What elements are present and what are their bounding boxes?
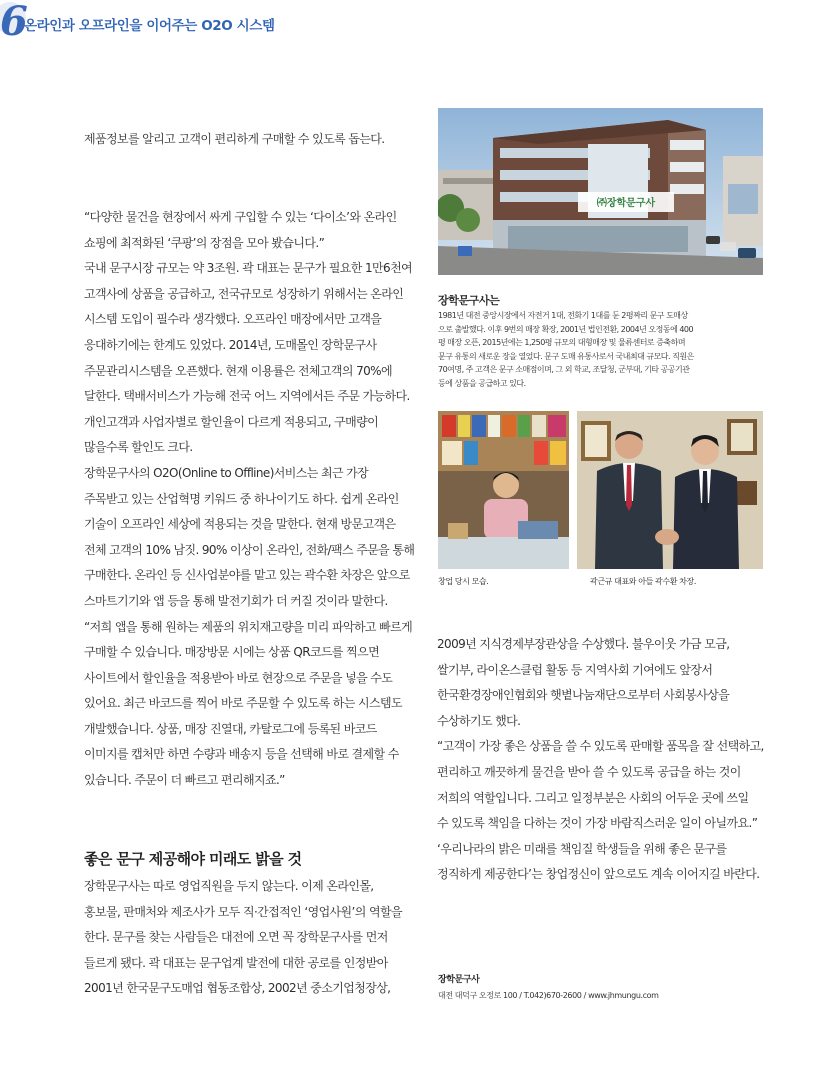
text-line: 2001년 한국문구도매업 협동조합상, 2002년 중소기업청장상, [84, 981, 391, 996]
sidebar-line: 70여명, 주 고객은 문구 소매점이며, 그 외 학교, 조달청, 군부대, 기타 공공기관 [438, 365, 690, 375]
text-line: 제품정보를 알리고 고객이 편리하게 구매할 수 있도록 돕는다. [84, 132, 385, 146]
text-line: 한다. 문구를 찾는 사람들은 대전에 오면 꼭 장학문구사를 먼저 [84, 930, 388, 945]
text-line: “저희 앱을 통해 원하는 제품의 위치재고량을 미리 파악하고 빠르게 [84, 619, 413, 634]
text-line: “다양한 물건을 현장에서 싸게 구입할 수 있는 ‘다이소’와 온라인 [84, 210, 397, 224]
text-line: 달한다. 택배서비스가 가능해 전국 어느 지역에서든 주문 가능하다. [84, 389, 410, 404]
sidebar-body [438, 309, 694, 391]
father-son-photo [577, 411, 763, 569]
text-line: ‘우리나라의 밝은 미래를 책임질 학생들을 위해 좋은 문구를 [437, 841, 727, 856]
building-sign: ㈜장학문구사 [596, 198, 656, 209]
text-line: 시스템 도입이 필수라 생각했다. 오프라인 매장에서만 고객을 [84, 312, 382, 327]
text-line: 구매한다. 온라인 등 신사업분야를 맡고 있는 곽수환 차장은 앞으로 [84, 568, 410, 583]
sidebar-line: 등에 상품을 공급하고 있다. [438, 378, 526, 388]
subheading: 좋은 문구 제공해야 미래도 밝을 것 [84, 850, 302, 868]
text-line: 이미지를 캡처만 하면 수량과 배송지 등을 선택해 바로 결제할 수 [84, 747, 399, 762]
text-line: 저희의 역할입니다. 그리고 일정부분은 사회의 어두운 곳에 쓰일 [437, 790, 749, 805]
text-line: 수상하기도 했다. [437, 713, 521, 728]
building-photo [438, 108, 763, 275]
text-line: 주목받고 있는 산업혁명 키워드 중 하나이기도 하다. 쉽게 온라인 [84, 491, 399, 506]
text-line: 개발했습니다. 상품, 매장 진열대, 카탈로그에 등록된 바코드 [84, 721, 377, 736]
sidebar-line: 으로 출발했다. 이후 9번의 매장 확장, 2001년 법인전환, 2004년 오정동에 400 [438, 324, 694, 334]
text-line: 스마트기기와 앱 등을 통해 발전기회가 더 커질 것이라 말한다. [84, 593, 388, 608]
sidebar-title: 장학문구사는 [438, 294, 500, 307]
father-son-illustration [577, 411, 763, 569]
text-line: 개인고객과 사업자별로 할인율이 다르게 적용되고, 구매량이 [84, 414, 379, 429]
section-title: 온라인과 오프라인을 이어주는 O2O 시스템 [24, 18, 275, 34]
text-line: 한국환경장애인협회와 햇볕나눔재단으로부터 사회봉사상을 [437, 688, 730, 703]
text-line: 많을수록 할인도 크다. [84, 440, 193, 455]
text-line: 2009년 지식경제부장관상을 수상했다. 불우이웃 가금 모금, [437, 637, 730, 651]
text-line: 들르게 됐다. 곽 대표는 문구업계 발전에 대한 공로를 인정받아 [84, 955, 388, 970]
founding-illustration [438, 411, 569, 569]
text-line: 장학문구사의 O2O(Online to Offline)서비스는 최근 가장 [84, 465, 369, 480]
founding-photo-caption: 창업 당시 모습. [438, 577, 489, 586]
text-line: 기술이 오프라인 세상에 적용되는 것을 말한다. 현재 방문고객은 [84, 517, 396, 532]
section-number: 6 [0, 0, 28, 45]
text-line: 수 있도록 책임을 다하는 것이 가장 바람직스러운 일이 아닐까요.” [437, 816, 758, 831]
building-illustration [438, 108, 763, 275]
text-line: 구매할 수 있습니다. 매장방문 시에는 상품 QR코드를 찍으면 [84, 645, 380, 660]
text-line: 편리하고 깨끗하게 물건을 받아 쓸 수 있도록 공급을 하는 것이 [437, 764, 741, 779]
contact-company-name: 장학문구사 [438, 975, 480, 985]
text-line: 고객사에 상품을 공급하고, 전국규모로 성장하기 위해서는 온라인 [84, 286, 404, 301]
closing-paragraph [84, 874, 402, 1002]
text-line: 주문관리시스템을 오픈했다. 현재 이용률은 전체고객의 70%에 [84, 363, 392, 378]
contact-details: 대전 대덕구 오정로 100 / T.042)670-2600 / www.jhmungu.com [438, 991, 659, 1000]
text-line: 쇼핑에 최적화된 ‘쿠팡’의 장점을 모아 봤습니다.” [84, 235, 325, 250]
text-line: 장학문구사는 따로 영업직원을 두지 않는다. 이제 온라인몰, [84, 879, 374, 893]
section-heading-6 [0, 0, 360, 46]
sidebar-line: 1981년 대전 중앙시장에서 자전거 1대, 전화기 1대를 둔 2평짜리 문구 도매상 [438, 311, 688, 320]
text-line: 국내 문구시장 규모는 약 3조원. 곽 대표는 문구가 필요한 1만6천여 [84, 261, 413, 276]
text-line: “고객이 가장 좋은 상품을 쓸 수 있도록 판매할 품목을 잘 선택하고, [437, 739, 764, 754]
text-line: 사이트에서 할인율을 적용받아 바로 현장으로 주문을 넣을 수도 [84, 670, 393, 685]
sidebar-line: 문구 유통의 새로운 장을 열었다. 문구 도매 유통사로서 국내최대 규모다. 직원은 [438, 351, 694, 361]
text-line: 전체 고객의 10% 남짓. 90% 이상이 온라인, 전화/팩스 주문을 통해 [84, 542, 415, 557]
father-son-photo-caption: 곽근규 대표와 아들 곽수환 차장. [590, 577, 696, 586]
right-column-body [437, 632, 764, 888]
text-line: 응대하기에는 한계도 있었다. 2014년, 도매몰인 장학문구사 [84, 337, 377, 352]
text-line: 정직하게 제공한다’는 창업정신이 앞으로도 계속 이어지길 바란다. [437, 867, 760, 882]
text-line: 있습니다. 주문이 더 빠르고 편리해지죠.” [84, 773, 285, 788]
text-line: 쌀기부, 라이온스클럽 활동 등 지역사회 기여에도 앞장서 [437, 662, 713, 677]
intro-paragraph [84, 127, 385, 153]
founding-photo [438, 411, 569, 569]
text-line: 홍보물, 판매처와 제조사가 모두 직·간접적인 ‘영업사원’의 역할을 [84, 904, 402, 919]
main-article-body [84, 205, 414, 794]
text-line: 있어요. 최근 바코드를 찍어 바로 주문할 수 있도록 하는 시스템도 [84, 696, 402, 711]
sidebar-line: 평 매장 오픈, 2015년에는 1,250평 규모의 대형매장 및 물류센터로 증축하며 [438, 338, 686, 348]
